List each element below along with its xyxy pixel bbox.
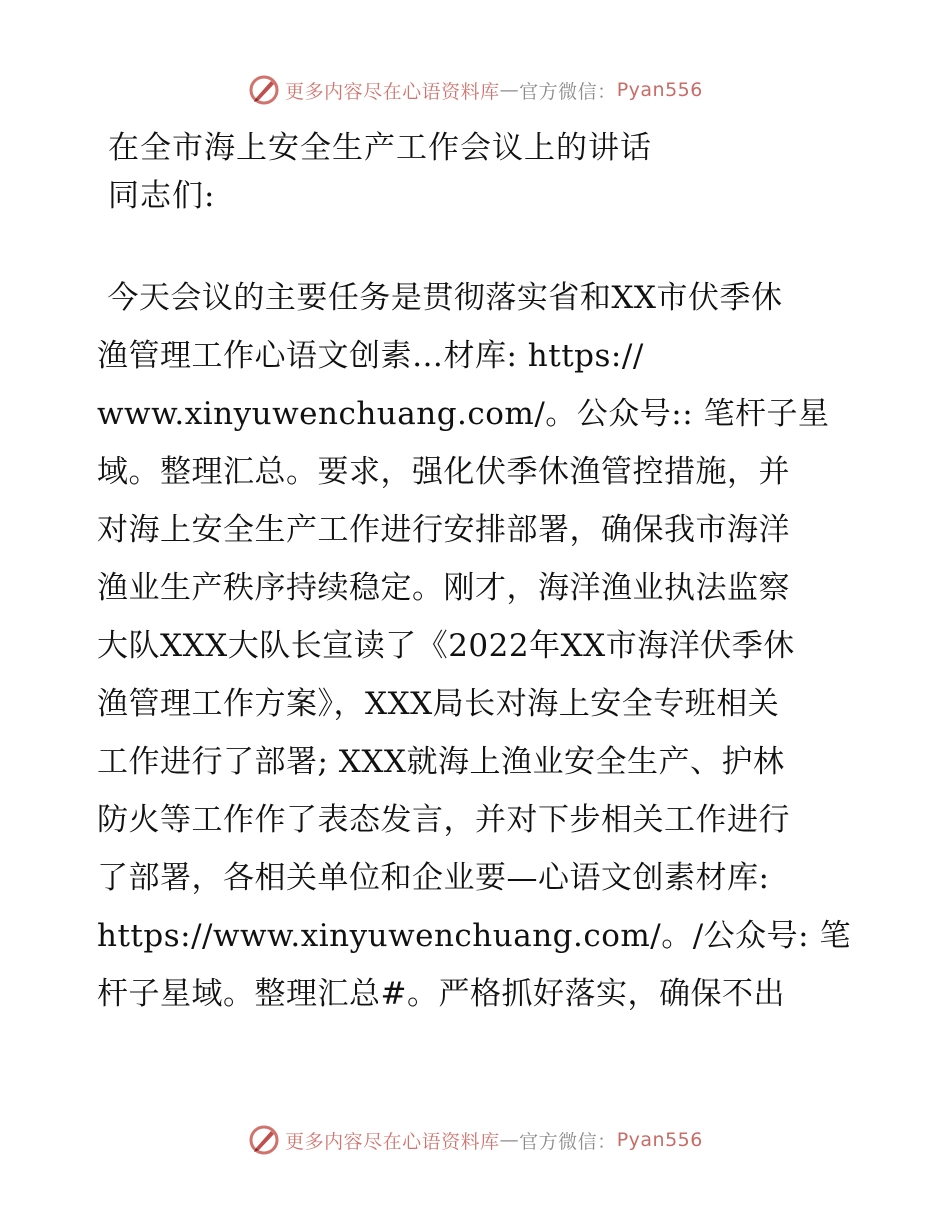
quill-pen-logo-icon	[247, 1123, 281, 1157]
body-line: 域。整理汇总。要求，强化伏季休渔管控措施，并	[97, 454, 790, 490]
watermark-main-text: 更多内容尽在心语资料库	[285, 80, 500, 103]
body-line: 杆子星域。整理汇总#。严格抓好落实，确保不出	[97, 976, 785, 1012]
body-line: www.xinyuwenchuang.com/。公众号:: 笔杆子星	[97, 396, 830, 432]
quill-pen-logo-icon	[247, 73, 281, 107]
body-line: 工作进行了部署; XXX就海上渔业安全生产、护林	[97, 744, 785, 780]
salutation: 同志们:	[108, 178, 216, 214]
body-line: 大队XXX大队长宣读了《2022年XX市海洋伏季休	[97, 628, 795, 664]
watermark-dash: —	[499, 1129, 520, 1151]
watermark-official-label: 官方微信：	[519, 1130, 617, 1153]
watermark-account: Pyan556	[616, 79, 703, 101]
body-line: https://www.xinyuwenchuang.com/。/公众号: 笔	[97, 918, 851, 954]
watermark-dash: —	[499, 79, 520, 101]
body-line: 渔管理工作心语文创素…材库: https://	[97, 338, 644, 374]
watermark-account: Pyan556	[616, 1129, 703, 1151]
body-line: 渔管理工作方案》，XXX局长对海上安全专班相关	[97, 686, 780, 722]
watermark-main-text: 更多内容尽在心语资料库	[285, 1130, 500, 1153]
body-line: 今天会议的主要任务是贯彻落实省和XX市伏季休	[97, 280, 783, 316]
header-watermark	[0, 70, 950, 110]
body-line: 防火等工作作了表态发言，并对下步相关工作进行	[97, 802, 790, 838]
body-line: 对海上安全生产工作进行安排部署，确保我市海洋	[97, 512, 790, 548]
document-title: 在全市海上安全生产工作会议上的讲话	[108, 130, 652, 166]
body-line: 渔业生产秩序持续稳定。刚才，海洋渔业执法监察	[97, 570, 790, 606]
body-paragraph	[97, 269, 852, 1023]
body-line: 了部署，各相关单位和企业要—心语文创素材库:	[97, 860, 770, 896]
footer-watermark	[0, 1120, 950, 1160]
watermark-official-label: 官方微信：	[519, 80, 617, 103]
